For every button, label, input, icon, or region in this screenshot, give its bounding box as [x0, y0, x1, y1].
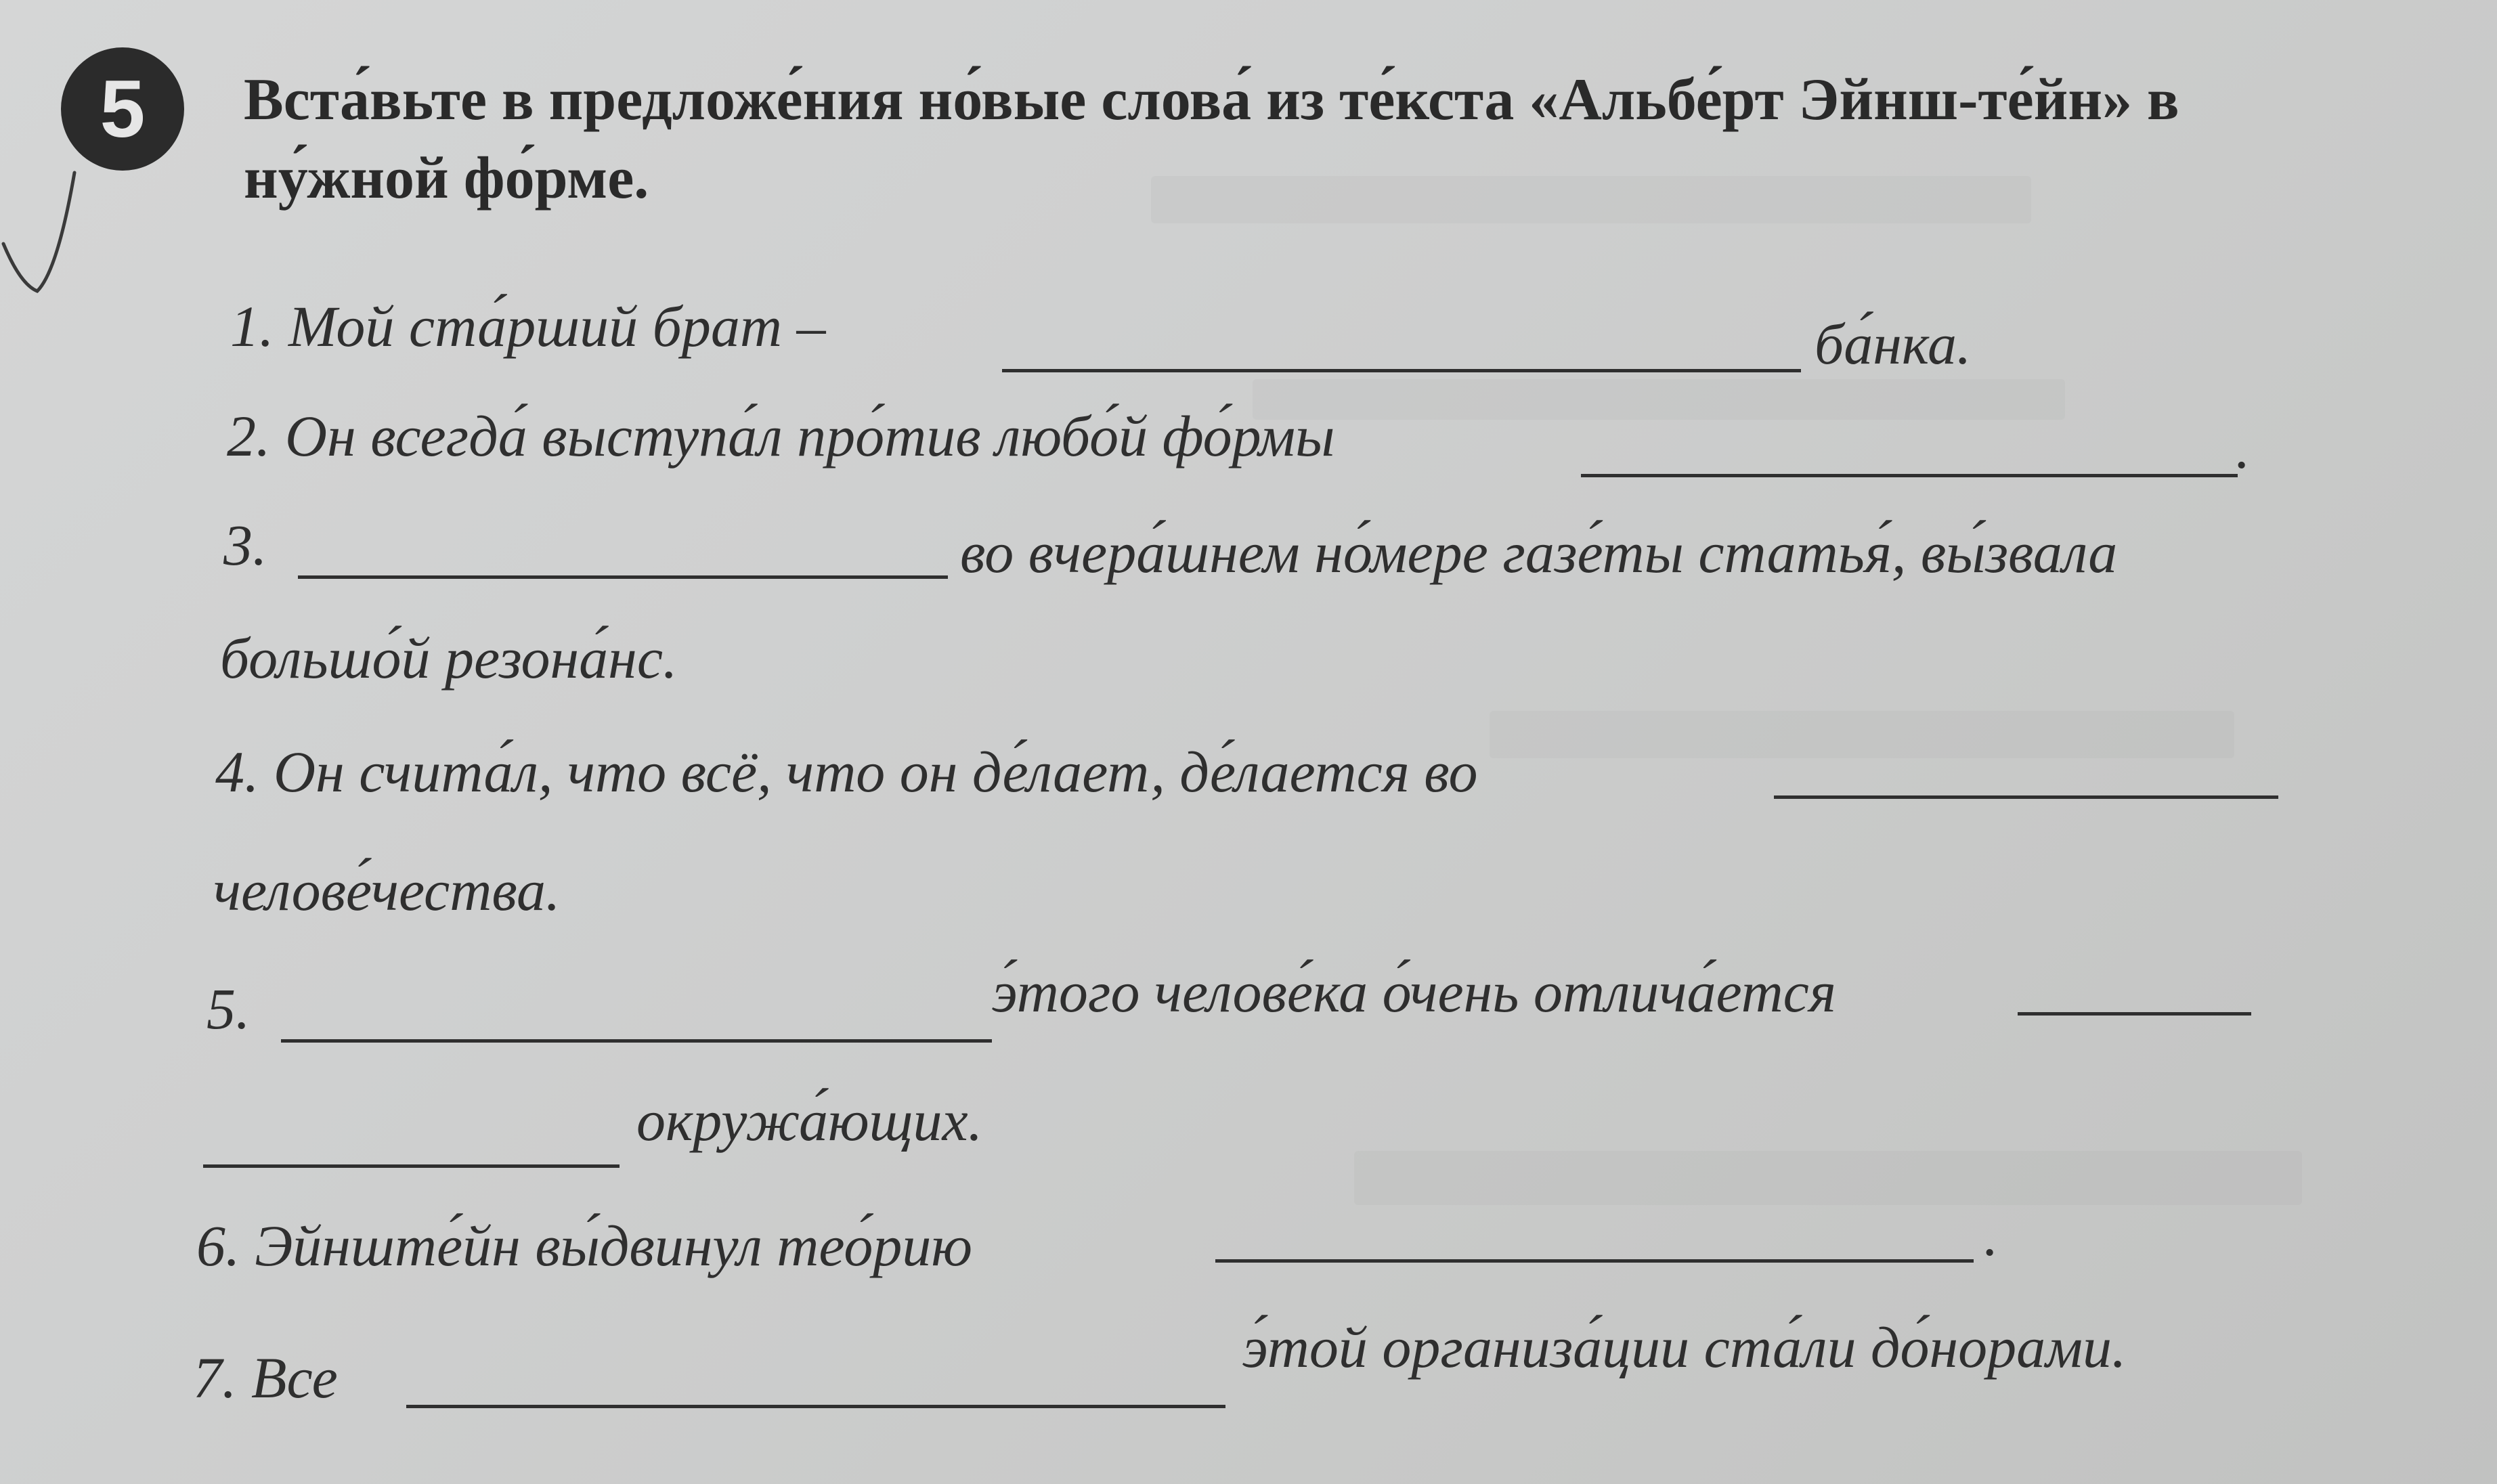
- show-through: [1490, 711, 2234, 758]
- sentence-end: .: [1984, 1203, 1999, 1268]
- answer-blank[interactable]: [406, 1405, 1225, 1408]
- sentence-6: [196, 1212, 972, 1280]
- exercise-number-badge: 5: [61, 47, 184, 171]
- sentence-number: 2.: [227, 403, 271, 468]
- show-through: [1354, 1151, 2302, 1205]
- sentence-text: Он счита́л, что всё, что он де́лает, де́лается во: [274, 739, 1478, 804]
- sentence-text: челове́чества.: [213, 858, 561, 923]
- sentence-text: Он всегда́ выступа́л про́тив любо́й фо́рмы: [285, 403, 1335, 468]
- show-through: [1253, 379, 2065, 420]
- sentence-1: [230, 292, 826, 360]
- sentence-end: .: [2236, 416, 2251, 481]
- sentence-number: 7.: [193, 1345, 237, 1410]
- answer-blank[interactable]: [1002, 369, 1801, 372]
- sentence-number: 1.: [230, 294, 274, 359]
- sentence-3-number: 3.: [223, 512, 267, 577]
- answer-blank[interactable]: [298, 575, 948, 579]
- sentence-text: Все: [251, 1345, 338, 1410]
- handwritten-check-icon: [0, 169, 95, 305]
- answer-blank[interactable]: [1215, 1259, 1974, 1263]
- answer-blank[interactable]: [1774, 795, 2278, 799]
- sentence-5-number: 5.: [207, 976, 251, 1041]
- sentence-text: Мой ста́рший брат –: [288, 294, 826, 359]
- sentence-4: [215, 738, 1478, 806]
- task-instruction: Вста́вьте в предложе́ния но́вые слова́ из те́кста «Альбе́рт Эйнш-те́йн» в ну́жной фо́рме.: [244, 67, 2179, 211]
- sentence-text: ба́нка.: [1815, 311, 1972, 376]
- sentence-text: э́той организа́ции ста́ли до́норами.: [1242, 1315, 2127, 1380]
- answer-blank[interactable]: [203, 1164, 620, 1168]
- sentence-text: окружа́ющих.: [636, 1088, 983, 1153]
- sentence-2: [227, 402, 1334, 470]
- answer-blank[interactable]: [281, 1039, 992, 1043]
- sentence-text: э́того челове́ка о́чень отлича́ется: [992, 959, 1836, 1024]
- sentence-text: большо́й резона́нс.: [220, 626, 678, 691]
- answer-blank[interactable]: [1581, 474, 2238, 477]
- answer-blank[interactable]: [2018, 1012, 2251, 1016]
- sentence-text: Эйнште́йн вы́двинул тео́рию: [255, 1213, 973, 1278]
- sentence-number: 4.: [215, 739, 259, 804]
- sentence-7: [193, 1344, 338, 1412]
- sentence-text: во вчера́шнем но́мере газе́ты статья́, вы́звала: [960, 520, 2118, 585]
- sentence-number: 6.: [196, 1213, 240, 1278]
